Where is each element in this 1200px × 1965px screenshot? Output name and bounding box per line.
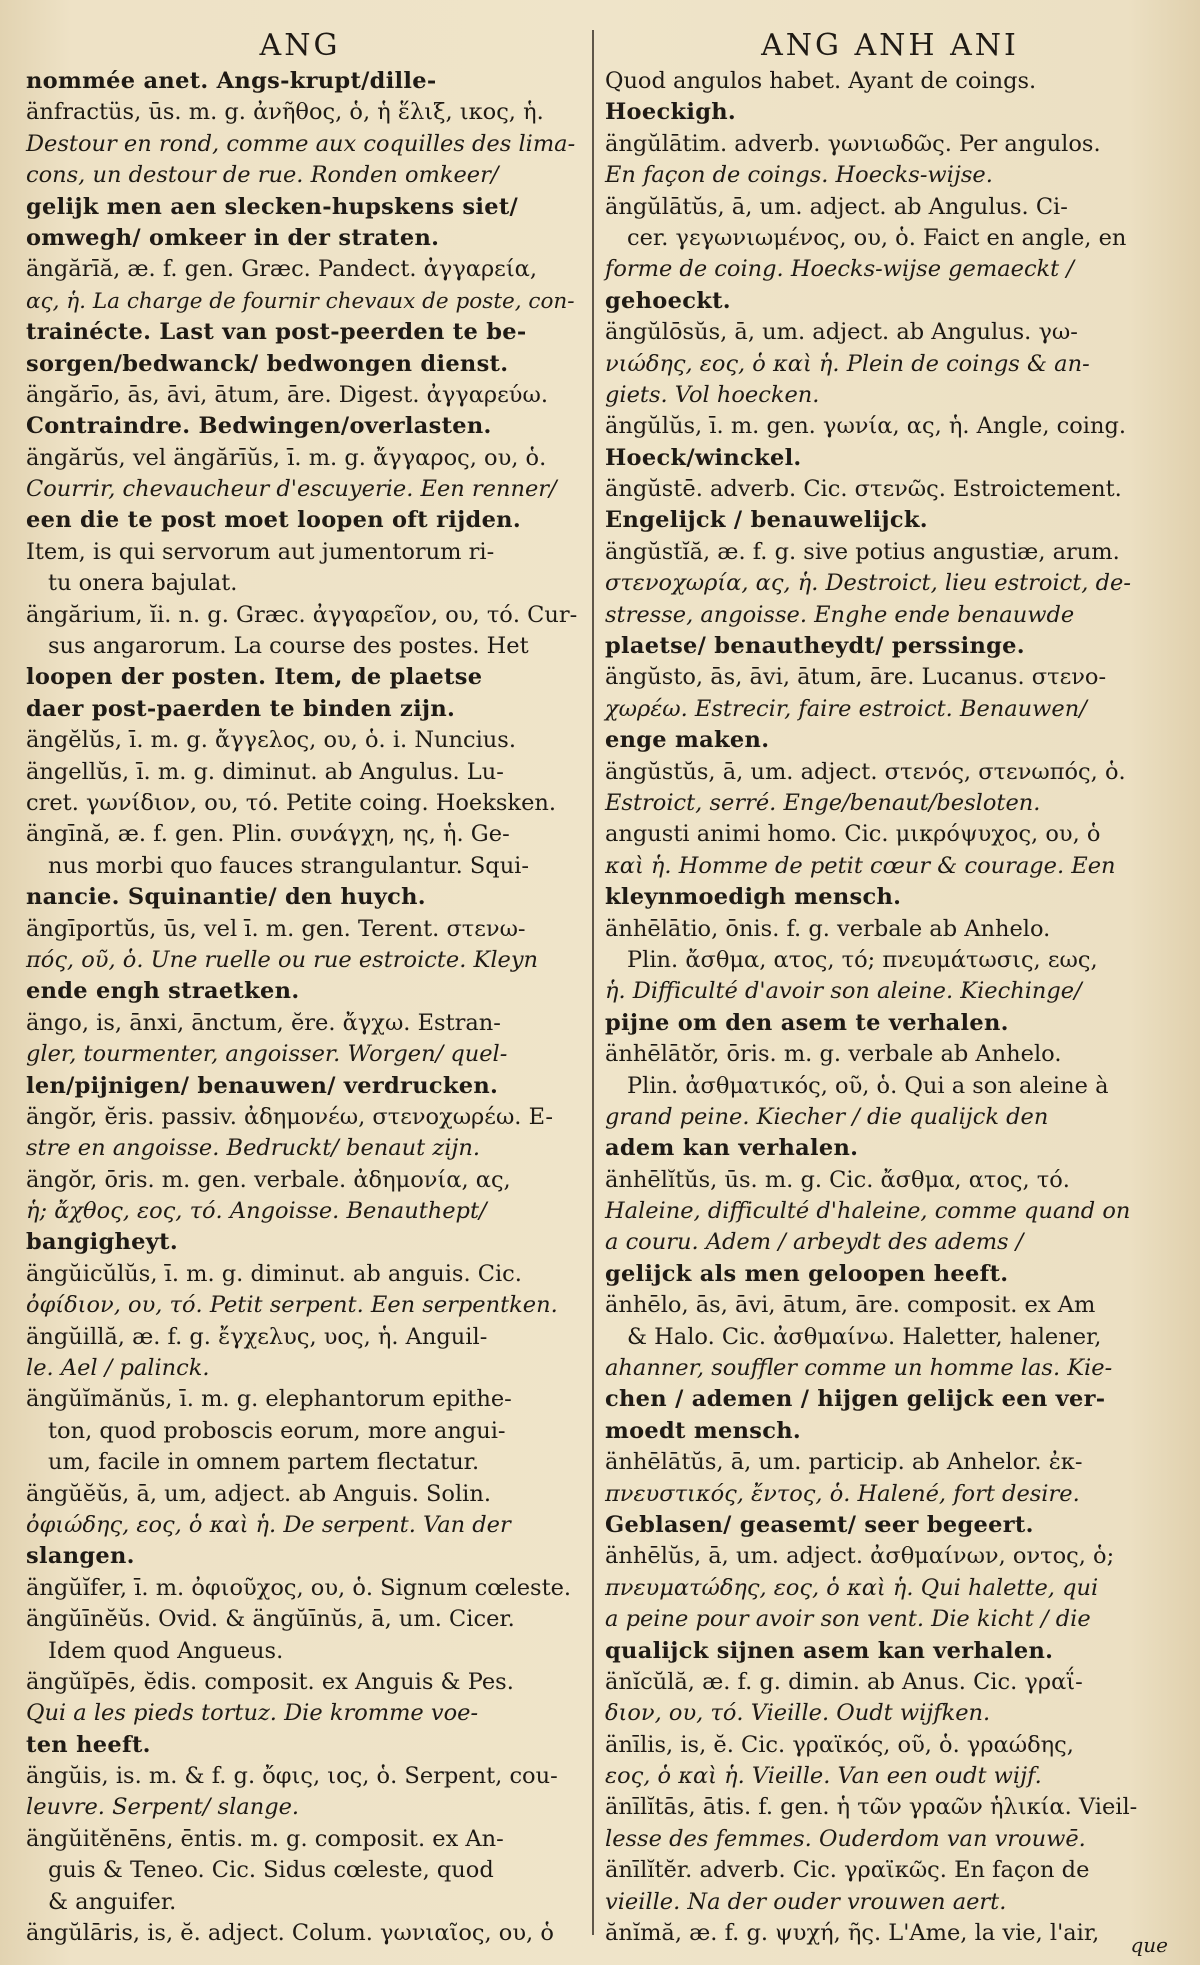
entry-line: grand peine. Kiecher / die qualijck den [605, 1103, 1049, 1130]
column-divider [592, 30, 594, 1935]
entry-line: Geblasen/ geasemt/ seer begeert. [605, 1511, 1034, 1538]
right-column [605, 66, 1180, 1949]
entry-line: ängărium, ĭi. n. g. Græc. ἀγγαρεῖον, ου, τό. Cur- [26, 601, 578, 628]
entry-line: ας, ἡ. La charge de fournir chevaux de poste, con- [26, 288, 575, 314]
entry-line: chen / ademen / hijgen gelijck een ver- [605, 1386, 1106, 1413]
entry-line: πός, οῦ, ὁ. Une ruelle ou rue estroicte. Kleyn [26, 946, 539, 973]
entry-line: ängărŭs, vel ängărīŭs, ī. m. g. ἄγγαρος, ου, ὁ. [26, 444, 547, 471]
entry-line: giets. Vol hoecken. [605, 381, 820, 408]
entry-line: ängŭlāris, is, ĕ. adject. Colum. γωνιαῖος, ου, ὁ [26, 1920, 554, 1947]
entry-line: Hoeckigh. [605, 99, 737, 126]
entry-line: En façon de coings. Hoecks-wijse. [605, 162, 993, 189]
entry-line: änīlĭtās, ātis. f. gen. ἡ τῶν γραῶν ἡλικία. Vieil- [605, 1794, 1138, 1821]
entry-line: sus angarorum. La course des postes. Het [48, 633, 529, 660]
entry-line: enge maken. [605, 727, 770, 754]
entry-line: ängŭlŭs, ī. m. gen. γωνία, ας, ἡ. Angle, coing. [605, 413, 1127, 440]
entry-line: änhēlo, ās, āvi, ātum, āre. composit. ex Am [605, 1292, 1096, 1319]
entry-line: le. Ael / palinck. [26, 1355, 210, 1382]
entry-line: νιώδης, εος, ὁ καὶ ἡ. Plein de coings & an- [605, 350, 1090, 377]
entry-line: ὀφιώδης, εος, ὁ καὶ ἡ. De serpent. Van der [26, 1511, 511, 1538]
entry-line: Courrir, chevaucheur d'escuyerie. Een renner/ [26, 476, 557, 503]
entry-line: stre en angoisse. Bedruckt/ benaut zijn. [26, 1135, 481, 1162]
entry-line: pijne om den asem te verhalen. [605, 1009, 1009, 1036]
entry-line: ängŭlōsŭs, ā, um. adject. ab Angulus. γω- [605, 319, 1078, 346]
entry-line: a couru. Adem / arbeydt des adems / [605, 1229, 1024, 1256]
entry-line: Idem quod Angueus. [48, 1637, 284, 1664]
entry-line: ende engh straetken. [26, 978, 300, 1005]
entry-line: a peine pour avoir son vent. Die kicht / die [605, 1606, 1091, 1633]
entry-line: änhēlātio, ōnis. f. g. verbale ab Anhelo. [605, 915, 1051, 942]
entry-line: ängŭstē. adverb. Cic. στενῶς. Estroictement. [605, 476, 1122, 503]
entry-line: omwegh/ omkeer in der straten. [26, 224, 440, 251]
entry-line: ängŭstĭă, æ. f. g. sive potius angustiæ, arum. [605, 538, 1120, 565]
entry-line: ängŭstŭs, ā, um. adject. στενός, στενωπός, ὁ. [605, 758, 1126, 785]
entry-line: Hoeck/winckel. [605, 444, 802, 471]
entry-line: ängŭĕŭs, ā, um, adject. ab Anguis. Solin. [26, 1480, 492, 1507]
entry-line: trainécte. Last van post-peerden te be- [26, 319, 527, 346]
entry-line: ängellŭs, ī. m. g. diminut. ab Angulus. Lu- [26, 758, 504, 785]
entry-line: ahanner, souffler comme un homme las. Kie- [605, 1355, 1113, 1382]
entry-line: cons, un destour de rue. Ronden omkeer/ [26, 162, 499, 189]
entry-line: gler, tourmenter, angoisser. Worgen/ quel- [26, 1041, 508, 1068]
entry-line: στενοχωρία, ας, ἡ. Destroict, lieu estroict, de- [605, 570, 1131, 597]
entry-line: bangigheyt. [26, 1229, 178, 1256]
entry-line: adem kan verhalen. [605, 1135, 859, 1162]
entry-line: Plin. ἄσθμα, ατος, τό; πνευμάτωσις, εως, [627, 946, 1098, 973]
entry-line: ängŏr, ĕris. passiv. ἀδημονέω, στενοχωρέω. E- [26, 1103, 554, 1130]
entry-line: gelijck als men geloopen heeft. [605, 1260, 1009, 1287]
entry-line: πνευστικός, ἔντος, ὁ. Halené, fort desire. [605, 1480, 1080, 1507]
entry-line: ἡ. Difficulté d'avoir son aleine. Kiechinge/ [605, 978, 1082, 1005]
entry-line: gehoeckt. [605, 287, 731, 314]
entry-line: um, facile in omnem partem flectatur. [48, 1449, 480, 1476]
entry-line: een die te post moet loopen oft rijden. [26, 507, 521, 534]
entry-line: ängŭis, is. m. & f. g. ὄφις, ιος, ὁ. Serpent, cou- [26, 1763, 558, 1790]
entry-line: ängŭicŭlŭs, ī. m. g. diminut. ab anguis. Cic. [26, 1260, 522, 1287]
entry-line: ănĭmă, æ. f. g. ψυχή, ῆς. L'Ame, la vie, l'air, [605, 1920, 1100, 1947]
entry-line: ängīportŭs, ūs, vel ī. m. gen. Terent. στενω- [26, 915, 526, 942]
entry-line: ἡ; ἄχθος, εος, τό. Angoisse. Benauthept/ [26, 1198, 487, 1225]
entry-line: änhēlĭtŭs, ūs. m. g. Cic. ἄσθμα, ατος, τό. [605, 1166, 1070, 1193]
entry-line: änīlis, is, ĕ. Cic. γραϊκός, οῦ, ὁ. γραώδης, [605, 1731, 1074, 1758]
entry-line: ängŭsto, ās, āvi, ātum, āre. Lucanus. στενο- [605, 664, 1107, 691]
entry-line: Item, is qui servorum aut jumentorum ri- [26, 538, 495, 565]
entry-line: εος, ὁ καὶ ἡ. Vieille. Van een oudt wijf. [605, 1763, 1042, 1790]
entry-line: ὀφίδιον, ου, τό. Petit serpent. Een serpentken. [26, 1292, 558, 1319]
entry-line: ten heeft. [26, 1731, 151, 1758]
entry-line: διον, ου, τό. Vieille. Oudt wijfken. [605, 1700, 991, 1727]
entry-line: καὶ ἡ. Homme de petit cœur & courage. Een [605, 852, 1116, 879]
entry-line: loopen der posten. Item, de plaetse [26, 664, 483, 691]
entry-line: ängŭīnĕŭs. Ovid. & ängŭīnŭs, ā, um. Cicer. [26, 1606, 515, 1633]
entry-line: ängĕlŭs, ī. m. g. ἄγγελος, ου, ὁ. i. Nuncius. [26, 727, 517, 754]
entry-line: ängŭlātŭs, ā, um. adject. ab Angulus. Ci- [605, 193, 1068, 220]
entry-line: Quod angulos habet. Ayant de coings. [605, 68, 1037, 94]
entry-line: & Halo. Cic. ἀσθμαίνω. Haletter, halener, [627, 1323, 1102, 1350]
entry-line: nancie. Squinantie/ den huych. [26, 884, 426, 911]
entry-line: Haleine, difficulté d'haleine, comme quand on [605, 1198, 1131, 1225]
entry-line: slangen. [26, 1543, 135, 1570]
entry-line: ängărīă, æ. f. gen. Græc. Pandect. ἀγγαρεία, [26, 256, 538, 283]
entry-line: ängărīo, ās, āvi, ātum, āre. Digest. ἀγγαρεύω. [26, 381, 548, 408]
entry-line: ängŭlātim. adverb. γωνιωδῶς. Per angulos. [605, 130, 1101, 157]
entry-line: Contraindre. Bedwingen/overlasten. [26, 413, 492, 440]
entry-line: stresse, angoisse. Enghe ende benauwde [605, 601, 1075, 628]
entry-line: nommée anet. Angs-krupt/dille- [26, 68, 437, 94]
entry-line: ängŏr, ōris. m. gen. verbale. ἀδημονία, ας, [26, 1166, 511, 1193]
entry-line: moedt mensch. [605, 1417, 802, 1444]
entry-line: änĭcŭlă, æ. f. g. dimin. ab Anus. Cic. γραΐ- [605, 1668, 1083, 1695]
entry-line: Estroict, serré. Enge/benaut/besloten. [605, 789, 1041, 816]
entry-line: gelijk men aen slecken-hupskens siet/ [26, 193, 519, 220]
entry-line: cer. γεγωνιωμένος, ου, ὁ. Faict en angle, en [627, 224, 1127, 251]
entry-line: tu onera bajulat. [48, 570, 238, 597]
entry-line: änhēlŭs, ā, um. adject. ἀσθμαίνων, οντος, ὁ; [605, 1543, 1115, 1570]
entry-line: qualijck sijnen asem kan verhalen. [605, 1637, 1054, 1664]
running-header-right: ANG ANH ANI [761, 28, 1019, 63]
entry-line: angusti animi homo. Cic. μικρόψυχος, ου, ὁ [605, 821, 1101, 848]
entry-line: ängŭitĕnēns, ēntis. m. g. composit. ex An- [26, 1825, 504, 1852]
entry-line: Plin. ἀσθματικός, οῦ, ὁ. Qui a son aleine à [627, 1072, 1109, 1099]
entry-line: leuvre. Serpent/ slange. [26, 1794, 300, 1821]
entry-line: änhēlātŏr, ōris. m. g. verbale ab Anhelo. [605, 1041, 1062, 1068]
entry-line: forme de coing. Hoecks-wijse gemaeckt / [605, 256, 1074, 283]
entry-line: kleynmoedigh mensch. [605, 884, 902, 911]
entry-line: ton, quod proboscis eorum, more angui- [48, 1417, 506, 1444]
entry-line: guis & Teneo. Cic. Sidus cœleste, quod [48, 1857, 494, 1884]
entry-line: änhēlātŭs, ā, um. particip. ab Anhelor. ἐκ- [605, 1449, 1083, 1476]
entry-line: & anguifer. [48, 1888, 177, 1915]
entry-line: daer post-paerden te binden zijn. [26, 695, 456, 722]
entry-line: cret. γωνίδιον, ου, τό. Petite coing. Hoeksken. [26, 789, 557, 816]
entry-line: änfractüs, ūs. m. g. ἀνῆθος, ὁ, ἡ ἕλιξ, ικος, ἡ. [26, 99, 544, 126]
entry-line: plaetse/ benautheydt/ perssinge. [605, 633, 1025, 660]
entry-line: ängŭĭmănŭs, ī. m. g. elephantorum epithe- [26, 1386, 512, 1413]
entry-line: vieille. Na der ouder vrouwen aert. [605, 1888, 1007, 1915]
entry-line: χωρέω. Estrecir, faire estroict. Benauwen/ [605, 695, 1087, 722]
running-header-left: ANG [259, 28, 341, 63]
entry-line: ängŭillă, æ. f. g. ἔγχελυς, υος, ἡ. Anguil- [26, 1323, 488, 1350]
entry-line: änīlĭtĕr. adverb. Cic. γραϊκῶς. En façon de [605, 1857, 1090, 1884]
entry-line: lesse des femmes. Ouderdom van vrouwē. [605, 1825, 1086, 1852]
entry-line: Destour en rond, comme aux coquilles des lima- [26, 130, 576, 157]
entry-line: ängīnă, æ. f. gen. Plin. συνάγχη, ης, ἡ. Ge- [26, 821, 510, 848]
entry-line: πνευματώδης, εος, ὁ καὶ ἡ. Qui halette, qui [605, 1574, 1099, 1601]
entry-line: ängŭĭpēs, ĕdis. composit. ex Anguis & Pes. [26, 1668, 514, 1695]
entry-line: nus morbi quo fauces strangulantur. Squi- [48, 852, 529, 879]
catchword: que [1130, 1933, 1168, 1957]
entry-line: sorgen/bedwanck/ bedwongen dienst. [26, 350, 509, 377]
entry-line: Qui a les pieds tortuz. Die kromme voe- [26, 1700, 479, 1727]
entry-line: ängo, is, ānxi, ānctum, ĕre. ἄγχω. Estran- [26, 1009, 501, 1036]
entry-line: ängŭĭfer, ī. m. ὀφιοῦχος, ου, ὁ. Signum cœleste. [26, 1574, 572, 1601]
entry-line: Engelijck / benauwelijck. [605, 507, 928, 534]
left-column [26, 66, 586, 1949]
entry-line: len/pijnigen/ benauwen/ verdrucken. [26, 1072, 499, 1099]
